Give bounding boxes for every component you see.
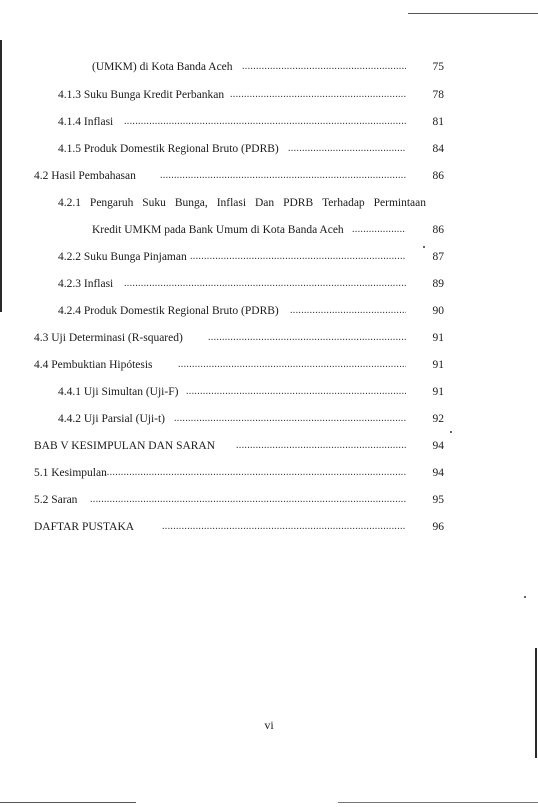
toc-leader [174,410,406,428]
toc-leader [124,275,406,293]
toc-leader [288,140,406,158]
toc-word: 4.2.1 [58,197,81,209]
toc-entry-page: 89 [432,278,444,290]
toc-word: Suku [142,197,166,209]
toc-entry-page: 91 [432,386,444,398]
toc-leader [186,383,406,401]
toc-entry-multiline-head [0,194,538,212]
toc-entry-title: 4.4.2 Uji Parsial (Uji-t) [58,413,165,425]
toc-word: Inflasi [216,197,247,209]
toc-leader [90,491,406,509]
toc-entry [0,58,538,76]
toc-entry [0,113,538,131]
toc-word: Dan [255,197,275,209]
toc-entry [0,329,538,347]
toc-entry [0,356,538,374]
toc-leader [178,356,406,374]
toc-word: Pengaruh [89,197,134,209]
toc-entry-page: 95 [432,494,444,506]
scan-edge-bottom-left [0,802,136,803]
toc-entry-page: 75 [432,61,444,73]
toc-entry-title: 4.3 Uji Determinasi (R-squared) [34,332,183,344]
toc-leader [190,248,406,266]
toc-entry-page: 91 [432,332,444,344]
toc-entry [0,302,538,320]
toc-entry-title: 4.2.4 Produk Domestik Regional Bruto (PDRB) [58,305,279,317]
toc-entry-page: 94 [432,467,444,479]
toc-word: Terhadap [322,197,365,209]
toc-word: Bunga, [174,197,208,209]
scan-edge-top [408,13,538,14]
toc-entry [0,275,538,293]
toc-leader [162,518,406,536]
toc-entry-page: 90 [432,305,444,317]
toc-entry-page: 94 [432,440,444,452]
toc-entry-title: 4.2.3 Inflasi [58,278,114,290]
toc-entry-title: 5.1 Kesimpulan [34,467,107,479]
toc-entry-title: (UMKM) di Kota Banda Aceh [92,61,233,73]
toc-entry-title: Kredit UMKM pada Bank Umum di Kota Banda Aceh [92,224,344,236]
toc-entry-page: 81 [432,116,444,128]
toc-entry-title: 5.2 Saran [34,494,78,506]
toc-entry-title: 4.4.1 Uji Simultan (Uji-F) [58,386,179,398]
scan-speck [450,431,452,433]
toc-leader [236,437,406,455]
toc-entry-page: 87 [432,251,444,263]
toc-leader [242,58,406,76]
toc-leader [124,113,406,131]
toc-entry-title: 4.1.4 Inflasi [58,116,114,128]
toc-entry-title [58,194,426,212]
toc-word: PDRB [283,197,314,209]
toc-entry [0,464,538,482]
toc-entry-title: 4.2.2 Suku Bunga Pinjaman [58,251,187,263]
toc-leader [230,86,406,104]
toc-entry [0,518,538,536]
toc-entry-page: 92 [432,413,444,425]
toc-entry-page: 91 [432,359,444,371]
toc-leader [104,464,406,482]
toc-leader [160,167,406,185]
toc-entry [0,491,538,509]
toc-entry-page: 86 [432,224,444,236]
toc-entry [0,437,538,455]
toc-entry-page: 96 [432,521,444,533]
toc-leader [352,221,406,239]
toc-entry-title: 4.1.3 Suku Bunga Kredit Perbankan [58,89,225,101]
scan-edge-bottom-right [338,802,538,803]
toc-entry-page: 78 [432,89,444,101]
toc-leader [208,329,406,347]
toc-entry [0,86,538,104]
page-number: vi [264,718,274,732]
toc-entry [0,140,538,158]
toc-entry-page: 86 [432,170,444,182]
toc-leader [290,302,406,320]
toc-entry [0,221,538,239]
toc-entry [0,248,538,266]
toc-entry-page: 84 [432,143,444,155]
scan-speck [524,596,526,598]
toc-entry [0,410,538,428]
toc-entry [0,167,538,185]
scan-edge-right [535,648,537,758]
toc-entry-title: 4.2 Hasil Pembahasan [34,170,136,182]
toc-word: Permintaan [373,197,426,209]
toc-entry-title: 4.4 Pembuktian Hipótesis [34,359,153,371]
toc-entry-title: 4.1.5 Produk Domestik Regional Bruto (PDRB) [58,143,279,155]
toc-entry-title: DAFTAR PUSTAKA [34,521,135,533]
toc-entry-title: BAB V KESIMPULAN DAN SARAN [34,440,216,452]
toc-entry [0,383,538,401]
